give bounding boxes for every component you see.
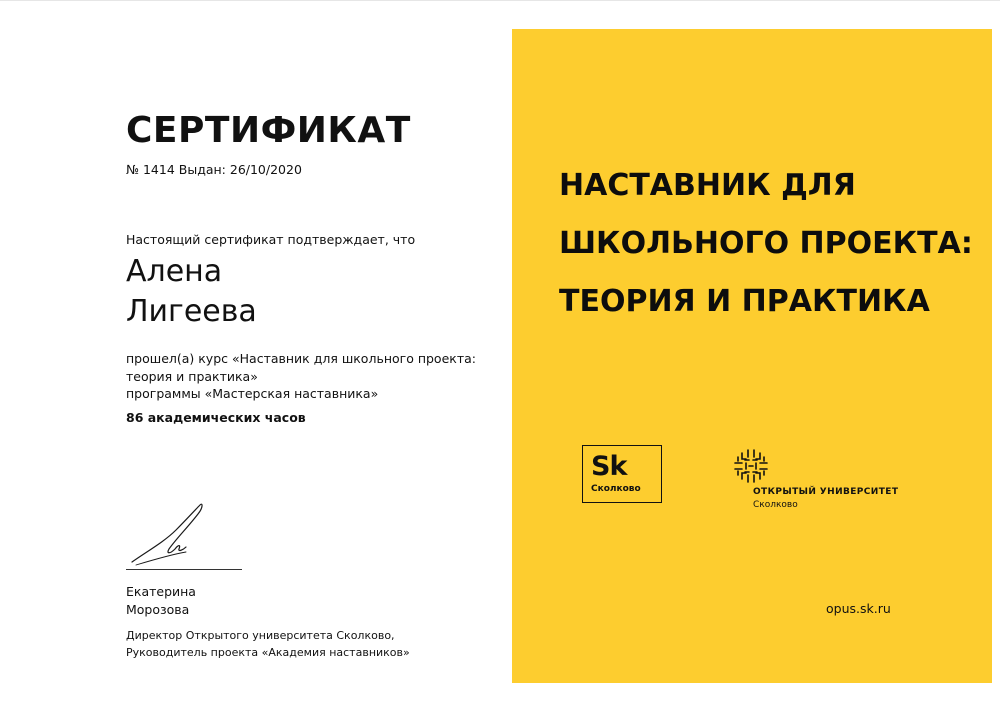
course-title: НАСТАВНИК ДЛЯ ШКОЛЬНОГО ПРОЕКТА: ТЕОРИЯ И ПРАКТИКА bbox=[559, 168, 973, 319]
certificate-title: СЕРТИФИКАТ bbox=[126, 110, 411, 151]
skolkovo-logo-text: Сколково bbox=[591, 484, 641, 494]
confirmation-text: Настоящий сертификат подтверждает, что bbox=[126, 232, 416, 247]
course-line: прошел(а) курс «Наставник для школьного проекта: теория и практика» bbox=[126, 351, 476, 384]
skolkovo-logo-mark: Sk bbox=[591, 451, 627, 482]
signature-line bbox=[126, 569, 242, 570]
recipient-last-name: Лигеева bbox=[126, 294, 257, 329]
skolkovo-logo bbox=[582, 445, 662, 503]
signer-name bbox=[126, 583, 196, 619]
signer-position bbox=[126, 627, 410, 661]
certificate-number-date: № 1414 Выдан: 26/10/2020 bbox=[126, 162, 302, 177]
course-description bbox=[126, 350, 496, 403]
signer-position-line-2: Руководитель проекта «Академия наставников» bbox=[126, 646, 410, 659]
recipient-name bbox=[126, 252, 257, 332]
signer-last-name: Морозова bbox=[126, 602, 190, 617]
open-university-name: ОТКРЫТЫЙ УНИВЕРСИТЕТ bbox=[753, 487, 899, 497]
course-panel bbox=[512, 29, 992, 683]
website-link[interactable]: opus.sk.ru bbox=[826, 601, 891, 616]
open-university-icon bbox=[732, 447, 770, 485]
program-line: программы «Мастерская наставника» bbox=[126, 386, 379, 401]
open-university-subtitle: Сколково bbox=[753, 500, 798, 510]
academic-hours: 86 академических часов bbox=[126, 410, 306, 425]
signature bbox=[126, 497, 244, 572]
signer-position-line-1: Директор Открытого университета Сколково, bbox=[126, 629, 395, 642]
certificate-text-column bbox=[126, 0, 506, 705]
signer-first-name: Екатерина bbox=[126, 584, 196, 599]
recipient-first-name: Алена bbox=[126, 254, 223, 289]
